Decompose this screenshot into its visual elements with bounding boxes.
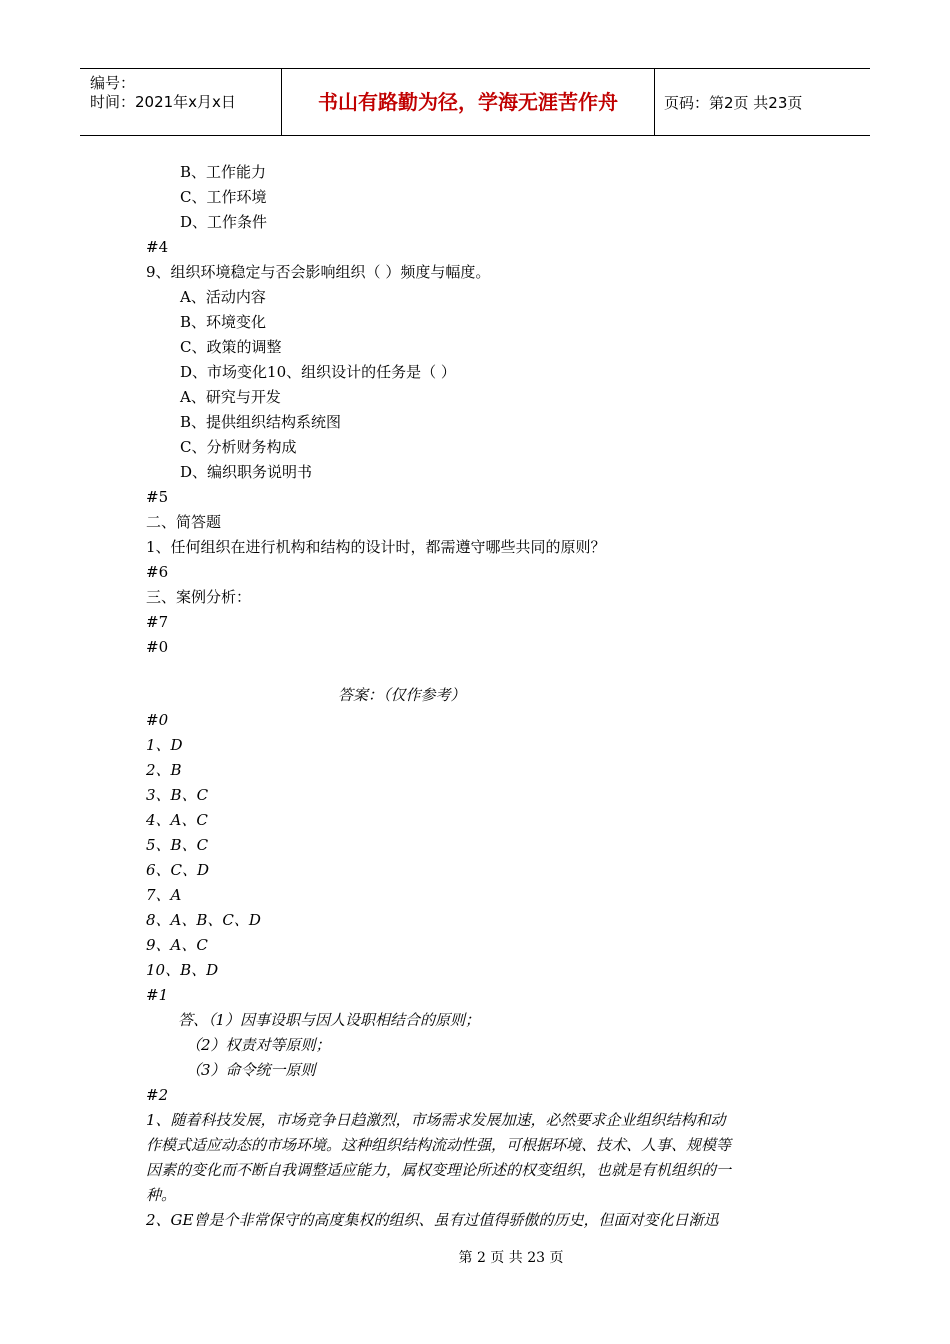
marker-line: #5 bbox=[146, 488, 169, 506]
marker-line: #0 bbox=[146, 638, 169, 656]
option-line: C、工作环境 bbox=[180, 188, 267, 206]
answer-paragraph-line: 因素的变化而不断自我调整适应能力，属权变理论所述的权变组织，也就是有机组织的一 bbox=[146, 1161, 732, 1179]
option-line: C、分析财务构成 bbox=[180, 438, 297, 456]
answer-line: 8、A、B、C、D bbox=[146, 911, 261, 929]
option-line: A、研究与开发 bbox=[180, 388, 281, 406]
question-line: 9、组织环境稳定与否会影响组织（ ）频度与幅度。 bbox=[146, 263, 491, 281]
option-line: B、环境变化 bbox=[180, 313, 267, 331]
marker-line: #2 bbox=[146, 1086, 169, 1104]
header-meta bbox=[80, 69, 280, 135]
answer-line: （2）权责对等原则； bbox=[186, 1036, 331, 1054]
answer-line: 5、B、C bbox=[146, 836, 209, 854]
answer-line: 答、（1）因事设职与因人设职相结合的原则； bbox=[178, 1011, 481, 1029]
page-footer: 第 2 页 共 23 页 bbox=[458, 1250, 564, 1266]
answer-paragraph-line: 作模式适应动态的市场环境。这种组织结构流动性强，可根据环境、技术、人事、规模等 bbox=[146, 1136, 732, 1154]
option-line: C、政策的调整 bbox=[180, 338, 282, 356]
option-line: D、编织职务说明书 bbox=[180, 463, 313, 481]
marker-line: #7 bbox=[146, 613, 169, 631]
answer-paragraph-line: 种。 bbox=[146, 1186, 177, 1204]
header-divider bbox=[654, 69, 655, 135]
question-line: 1、任何组织在进行机构和结构的设计时，都需遵守哪些共同的原则？ bbox=[146, 538, 606, 556]
option-line: D、市场变化10、组织设计的任务是（ ） bbox=[180, 363, 456, 381]
answer-line: 3、B、C bbox=[146, 786, 209, 804]
option-line: B、工作能力 bbox=[180, 163, 267, 181]
answer-line: 7、A bbox=[146, 886, 182, 904]
answer-line: 6、C、D bbox=[146, 861, 210, 879]
answer-line: 9、A、C bbox=[146, 936, 208, 954]
page-header bbox=[80, 68, 870, 136]
answer-line: （3）命令统一原则 bbox=[186, 1061, 316, 1079]
answer-line: 10、B、D bbox=[146, 961, 219, 979]
marker-line: #4 bbox=[146, 238, 169, 256]
answer-paragraph-line: 1、随着科技发展，市场竞争日趋激烈，市场需求发展加速，必然要求企业组织结构和动 bbox=[146, 1111, 726, 1129]
section-heading: 三、案例分析： bbox=[146, 588, 252, 606]
marker-line: #1 bbox=[146, 986, 169, 1004]
option-line: B、提供组织结构系统图 bbox=[180, 413, 342, 431]
section-heading: 二、简答题 bbox=[146, 513, 222, 531]
marker-line: #6 bbox=[146, 563, 169, 581]
time-label: 时间：2021年x月x日 bbox=[90, 93, 236, 111]
answer-line: 4、A、C bbox=[146, 811, 208, 829]
header-motto: 书山有路勤为径，学海无涯苦作舟 bbox=[318, 90, 618, 114]
option-line: A、活动内容 bbox=[180, 288, 266, 306]
answer-heading: 答案：（仅作参考） bbox=[338, 686, 466, 704]
answer-paragraph-line: 2、GE曾是个非常保守的高度集权的组织、虽有过值得骄傲的历史，但面对变化日渐迅 bbox=[146, 1211, 719, 1229]
header-page-info: 页码：第2页 共23页 bbox=[664, 94, 803, 112]
answer-line: 1、D bbox=[146, 736, 183, 754]
option-line: D、工作条件 bbox=[180, 213, 268, 231]
answer-line: 2、B bbox=[146, 761, 182, 779]
marker-line: #0 bbox=[146, 711, 169, 729]
number-label: 编号： bbox=[90, 74, 136, 92]
